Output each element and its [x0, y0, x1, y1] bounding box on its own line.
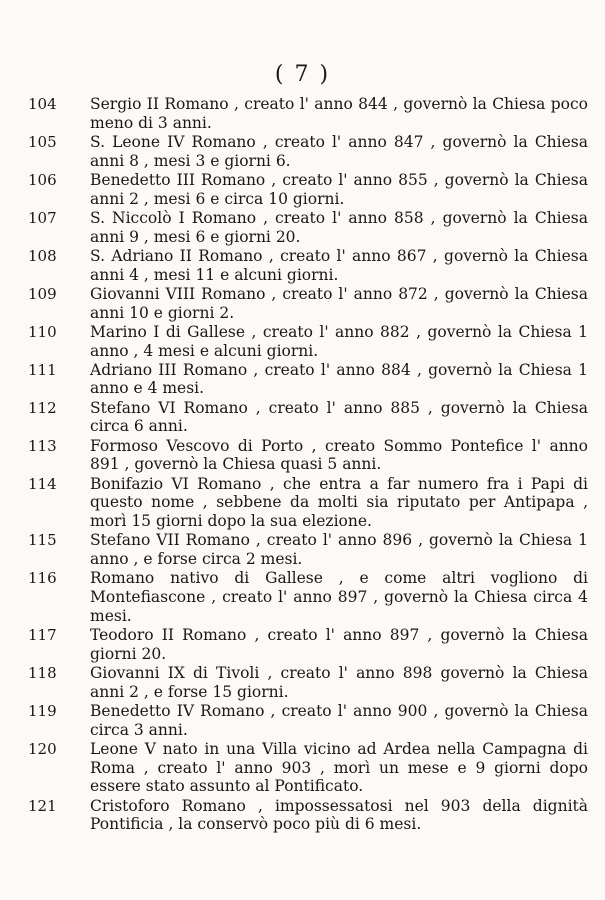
entry-text: S. Adriano II Romano , creato l' anno 867 , governò la Chiesa anni 4 , mesi 11 e alcuni giorni. — [90, 246, 588, 284]
entry-text: Romano nativo di Gallese , e come altri vogliono di Montefiascone , creato l' anno 897 , governò la Chiesa circa 4 mesi. — [90, 569, 588, 625]
list-item — [28, 569, 588, 625]
entry-number: 106 — [28, 170, 57, 189]
entry-number: 116 — [28, 569, 57, 588]
entry-text: Stefano VII Romano , creato l' anno 896 , governò la Chiesa 1 anno , e forse circa 2 mesi. — [90, 531, 588, 569]
list-item — [28, 702, 588, 739]
list-item — [28, 740, 588, 796]
entry-number: 112 — [28, 398, 57, 417]
entry-text: Leone V nato in una Villa vicino ad Ardea nella Campagna di Roma , creato l' anno 903 , morì un mese e 9 giorni dopo essere stato assunto al Pontificato. — [90, 739, 588, 796]
list-item — [28, 797, 588, 834]
entry-number: 113 — [28, 436, 57, 455]
list-item — [28, 285, 588, 322]
entry-number: 119 — [28, 701, 57, 720]
entry-number: 114 — [28, 474, 57, 493]
entry-text: Benedetto IV Romano , creato l' anno 900 , governò la Chiesa circa 3 anni. — [90, 701, 588, 739]
entry-number: 107 — [28, 208, 57, 227]
list-item — [28, 437, 588, 474]
list-item — [28, 171, 588, 208]
list-item — [28, 475, 588, 531]
list-item — [28, 209, 588, 246]
entry-text: Stefano VI Romano , creato l' anno 885 , governò la Chiesa circa 6 anni. — [90, 398, 588, 436]
list-item — [28, 133, 588, 170]
pope-list — [28, 95, 588, 835]
entry-number: 117 — [28, 625, 57, 644]
list-item — [28, 323, 588, 360]
entry-text: Giovanni IX di Tivoli , creato l' anno 898 governò la Chiesa anni 2 , e forse 15 giorni. — [90, 663, 588, 701]
list-item — [28, 95, 588, 132]
entry-number: 118 — [28, 663, 57, 682]
entry-number: 120 — [28, 739, 57, 758]
list-item — [28, 531, 588, 568]
entry-number: 108 — [28, 246, 57, 265]
list-item — [28, 664, 588, 701]
entry-text: Marino I di Gallese , creato l' anno 882 , governò la Chiesa 1 anno , 4 mesi e alcuni giorni. — [90, 322, 588, 360]
entry-number: 115 — [28, 531, 57, 550]
entry-text: Benedetto III Romano , creato l' anno 855 , governò la Chiesa anni 2 , mesi 6 e circa 10 giorni. — [90, 170, 588, 208]
page-number: ( 7 ) — [274, 62, 331, 87]
entry-text: S. Leone IV Romano , creato l' anno 847 , governò la Chiesa anni 8 , mesi 3 e giorni 6. — [90, 132, 588, 170]
entry-text: Cristoforo Romano , impossessatosi nel 903 della dignità Pontificia , la conservò poco più di 6 mesi. — [90, 796, 588, 834]
entry-number: 104 — [28, 95, 57, 113]
list-item — [28, 399, 588, 436]
entry-text: Giovanni VIII Romano , creato l' anno 872 , governò la Chiesa anni 10 e giorni 2. — [90, 284, 588, 322]
list-item — [28, 247, 588, 284]
list-item — [28, 361, 588, 398]
entry-number: 109 — [28, 284, 57, 303]
list-item — [28, 626, 588, 663]
entry-text: Formoso Vescovo di Porto , creato Sommo Pontefice l' anno 891 , governò la Chiesa quasi 5 anni. — [90, 436, 588, 474]
entry-number: 105 — [28, 132, 57, 151]
entry-text: Sergio II Romano , creato l' anno 844 , governò la Chiesa poco meno di 3 anni. — [90, 95, 588, 132]
entry-number: 121 — [28, 796, 57, 815]
entry-text: S. Niccolò I Romano , creato l' anno 858 , governò la Chiesa anni 9 , mesi 6 e giorni 20. — [90, 208, 588, 246]
entry-number: 111 — [28, 360, 57, 379]
entry-number: 110 — [28, 322, 57, 341]
entry-text: Teodoro II Romano , creato l' anno 897 , governò la Chiesa giorni 20. — [90, 625, 588, 663]
entry-text: Bonifazio VI Romano , che entra a far numero fra i Papi di questo nome , sebbene da molti sia riputato per Antipapa , morì 15 giorni dopo la sua elezione. — [90, 474, 588, 531]
entry-text: Adriano III Romano , creato l' anno 884 , governò la Chiesa 1 anno e 4 mesi. — [90, 360, 588, 398]
